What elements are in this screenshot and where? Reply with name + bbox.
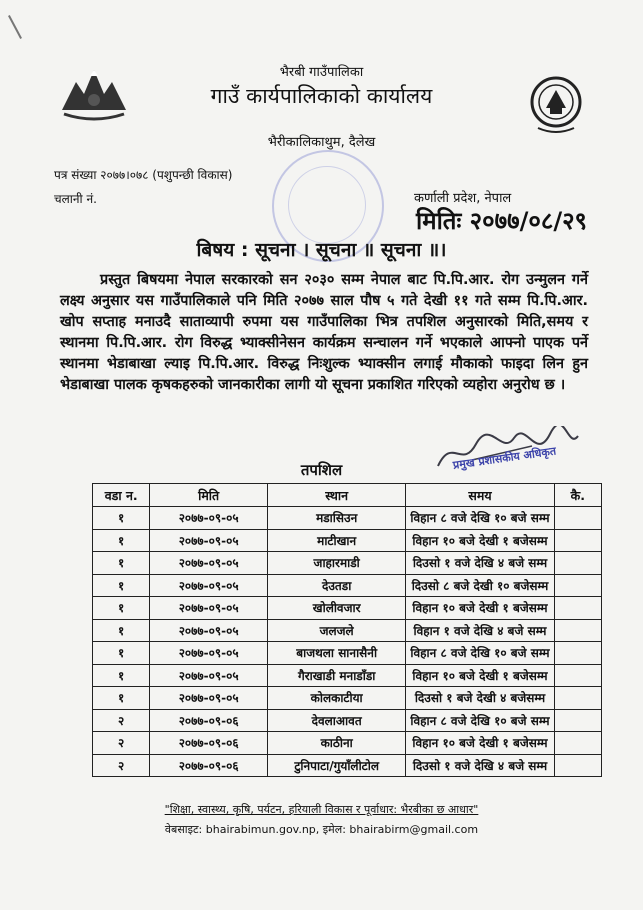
office-address: भैरीकालिकाथुम, दैलेख — [267, 135, 376, 150]
location-cell: देवलाआवत — [267, 709, 405, 732]
remarks-cell — [554, 732, 601, 755]
date-cell: २०७७-०९-०५ — [150, 552, 268, 575]
remarks-cell — [554, 574, 601, 597]
location-cell: गैराखाडी मनाडाँडा — [267, 664, 405, 687]
schedule-title: तपशिल — [300, 461, 343, 479]
date-cell: २०७७-०९-०५ — [150, 529, 268, 552]
time-cell: दिउसो १ बजे देखी ४ बजेसम्म — [406, 687, 554, 710]
time-cell: विहान १० बजे देखी १ बजेसम्म — [406, 529, 554, 552]
remarks-cell — [554, 507, 601, 530]
location-cell: माटीखान — [267, 529, 405, 552]
province-label: कर्णाली प्रदेश, नेपाल — [414, 191, 512, 206]
ward-cell: २ — [93, 732, 150, 755]
date-cell: २०७७-०९-०५ — [150, 597, 268, 620]
ward-cell: १ — [93, 687, 150, 710]
col-location: स्थान — [267, 484, 405, 507]
ward-cell: १ — [93, 507, 150, 530]
col-remarks: कै. — [554, 484, 601, 507]
date-cell: २०७७-०९-०५ — [150, 664, 268, 687]
location-cell: कोलकाटीया — [267, 687, 405, 710]
schedule-table — [92, 483, 602, 777]
ward-cell: १ — [93, 574, 150, 597]
location-cell: देउतडा — [267, 574, 405, 597]
ward-cell: १ — [93, 597, 150, 620]
date-cell: २०७७-०९-०५ — [150, 507, 268, 530]
dispatch-number: चलानी नं. — [54, 192, 97, 206]
location-cell: मडासिउन — [267, 507, 405, 530]
ward-cell: १ — [93, 619, 150, 642]
notice-body: प्रस्तुत बिषयमा नेपाल सरकारको सन २०३० सम्म नेपाल बाट पि.पि.आर. रोग उन्मुलन गर्ने लक्ष्य अनुसार यस गाउँपालिकाले पनि मिति २०७७ साल पौष ५ गते देखी ११ गते सम्म पि.पि.आर. खोप सप्ताह मनाउदै साताव्यापी रुपमा यस गाउँपालिका भित्र तपशिल अनुसारको मिति,समय र स्थानमा पि.पि.आर. रोग विरुद्ध भ्याक्सीनेसन कार्यक्रम सन्चालन गर्ने भएकाले आफ्नो पाएक पर्ने स्थानमा भेडाबाखा ल्याइ पि.पि.आर. विरुद्ध निःशुल्क भ्याक्सीन लगाई मौकाको फाइदा लिन हुन भेडाबाखा पालक कृषकहरुको जानकारीका लागी यो सूचना प्रकाशित गरिएको व्यहोरा अनुरोध छ । — [60, 272, 588, 393]
location-cell: जलजले — [267, 619, 405, 642]
office-title: गाउँ कार्यपालिकाको कार्यालय — [210, 84, 433, 108]
schedule-header-row — [93, 484, 602, 507]
table-row — [93, 619, 602, 642]
remarks-cell — [554, 687, 601, 710]
time-cell: विहान ८ वजे देखि १० बजे सम्म — [406, 709, 554, 732]
table-row — [93, 709, 602, 732]
remarks-cell — [554, 642, 601, 665]
table-row — [93, 552, 602, 575]
table-row — [93, 574, 602, 597]
office-stamp-inner — [288, 166, 366, 244]
remarks-cell — [554, 709, 601, 732]
reference-number: पत्र संख्या २०७७।०७८ (पशुपन्छी विकास) — [54, 168, 233, 182]
notice-subject: बिषय : सूचना । सूचना ॥ सूचना ॥। — [196, 239, 447, 261]
time-cell: विहान ८ वजे देखि १० बजे सम्म — [406, 642, 554, 665]
ward-cell: १ — [93, 664, 150, 687]
remarks-cell — [554, 664, 601, 687]
date-cell: २०७७-०९-०६ — [150, 754, 268, 777]
col-time: समय — [406, 484, 554, 507]
date-cell: २०७७-०९-०५ — [150, 687, 268, 710]
col-ward: वडा न. — [93, 484, 150, 507]
schedule-body — [93, 507, 602, 777]
location-cell: टुनिपाटा/गुयाँलीटोल — [267, 754, 405, 777]
municipality-motto: "शिक्षा, स्वास्थ्य, कृषि, पर्यटन, हरियाली विकास र पूर्वाधार: भैरबीका छ आधार" — [164, 803, 479, 816]
time-cell: दिउसो १ वजे देखि ४ बजे सम्म — [406, 552, 554, 575]
time-cell: विहान १० बजे देखी १ बजेसम्म — [406, 597, 554, 620]
table-row — [93, 687, 602, 710]
remarks-cell — [554, 619, 601, 642]
time-cell: दिउसो १ वजे देखि ४ बजे सम्म — [406, 754, 554, 777]
location-cell: काठीना — [267, 732, 405, 755]
table-row — [93, 597, 602, 620]
time-cell: दिउसो ८ बजे देखी १० बजेसम्म — [406, 574, 554, 597]
remarks-cell — [554, 552, 601, 575]
ward-cell: २ — [93, 754, 150, 777]
location-cell: जाहारमाडी — [267, 552, 405, 575]
time-cell: विहान ८ वजे देखि १० बजे सम्म — [406, 507, 554, 530]
remarks-cell — [554, 754, 601, 777]
time-cell: विहान १० बजे देखी १ बजेसम्म — [406, 732, 554, 755]
date-cell: २०७७-०९-०६ — [150, 709, 268, 732]
paper-crease-mark — [8, 15, 22, 39]
table-row — [93, 754, 602, 777]
municipality-name: भैरबी गाउँपालिका — [279, 65, 364, 80]
date-cell: २०७७-०९-०५ — [150, 574, 268, 597]
time-cell: विहान १ वजे देखि ४ बजे सम्म — [406, 619, 554, 642]
table-row — [93, 664, 602, 687]
location-cell: खोलीवजार — [267, 597, 405, 620]
remarks-cell — [554, 597, 601, 620]
table-row — [93, 529, 602, 552]
signing-officer-designation: प्रमुख प्रशासकीय अधिकृत — [452, 444, 557, 472]
ward-cell: १ — [93, 642, 150, 665]
location-cell: बाजथला सानासैनी — [267, 642, 405, 665]
ward-cell: १ — [93, 529, 150, 552]
table-row — [93, 642, 602, 665]
date-cell: २०७७-०९-०५ — [150, 642, 268, 665]
contact-website-email: वेबसाइट: bhairabimun.gov.np, इमेल: bhairabirm@gmail.com — [164, 823, 479, 836]
ward-cell: २ — [93, 709, 150, 732]
table-row — [93, 732, 602, 755]
time-cell: विहान १० बजे देखी १ बजेसम्म — [406, 664, 554, 687]
remarks-cell — [554, 529, 601, 552]
col-date: मिति — [150, 484, 268, 507]
date-cell: २०७७-०९-०५ — [150, 619, 268, 642]
ward-cell: १ — [93, 552, 150, 575]
table-row — [93, 507, 602, 530]
notice-date: मितिः २०७७/०८/२९ — [416, 207, 588, 235]
date-cell: २०७७-०९-०६ — [150, 732, 268, 755]
